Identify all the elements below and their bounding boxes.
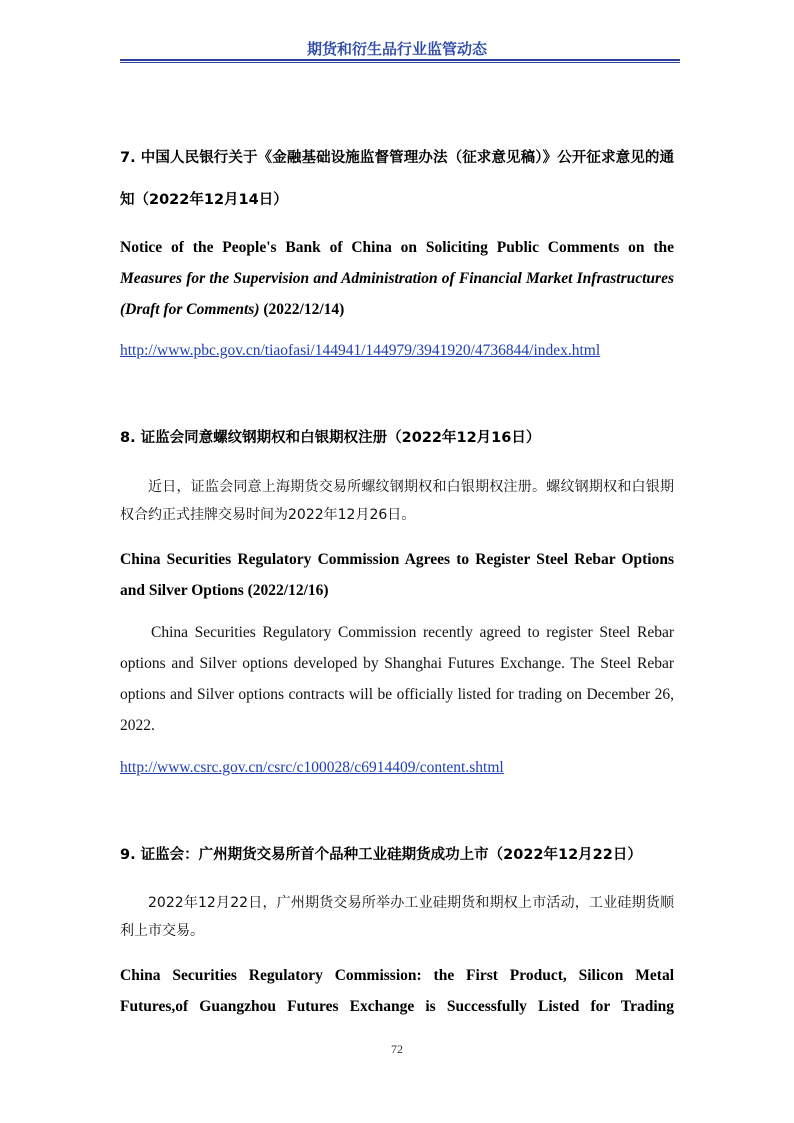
item-7-english-title-lead: Notice of the People's Bank of China on Soliciting Public Comments on the [120, 239, 674, 256]
item-7-source-link[interactable]: http://www.pbc.gov.cn/tiaofasi/144941/144979/3941920/4736844/index.html [120, 342, 601, 359]
page-number: 72 [391, 1042, 403, 1056]
running-header-title: 期货和衍生品行业监管动态 [306, 40, 487, 58]
item-9-chinese-body: 2022年12月22日，广州期货交易所举办工业硅期货和期权上市活动，工业硅期货顺利上市交易。 [120, 895, 674, 939]
item-8-source-link[interactable]: http://www.csrc.gov.cn/csrc/c100028/c6914409/content.shtml [120, 759, 504, 776]
item-9-chinese-title: 9. 证监会：广州期货交易所首个品种工业硅期货成功上市（2022年12月22日） [120, 847, 642, 863]
item-8-chinese-title: 8. 证监会同意螺纹钢期权和白银期权注册（2022年12月16日） [120, 430, 541, 446]
item-7-english-title-italic: Measures for the Supervision and Administration of Financial Market Infrastructures (Draft for Comments) [120, 270, 674, 318]
item-7-chinese-title: 7. 中国人民银行关于《金融基础设施监督管理办法（征求意见稿）》公开征求意见的通知（2022年12月14日） [120, 150, 674, 208]
item-7-english-title-date: (2022/12/14) [259, 301, 345, 318]
item-8-chinese-body: 近日，证监会同意上海期货交易所螺纹钢期权和白银期权注册。螺纹钢期权和白银期权合约正式挂牌交易时间为2022年12月26日。 [120, 479, 674, 523]
item-9-english-title: China Securities Regulatory Commission: the First Product, Silicon Metal Futures,of Guangzhou Futures Exchange is Successfully Listed for Trading [120, 967, 674, 1015]
item-7-english-title [120, 232, 674, 325]
item-8-english-title: China Securities Regulatory Commission Agrees to Register Steel Rebar Options and Silver Options (2022/12/16) [120, 551, 674, 599]
item-8-english-body: China Securities Regulatory Commission recently agreed to register Steel Rebar options and Silver options developed by Shanghai Futures Exchange. The Steel Rebar options and Silver options contracts will be officially listed for trading on December 26, 2022. [120, 624, 674, 734]
header-rule [120, 59, 680, 63]
